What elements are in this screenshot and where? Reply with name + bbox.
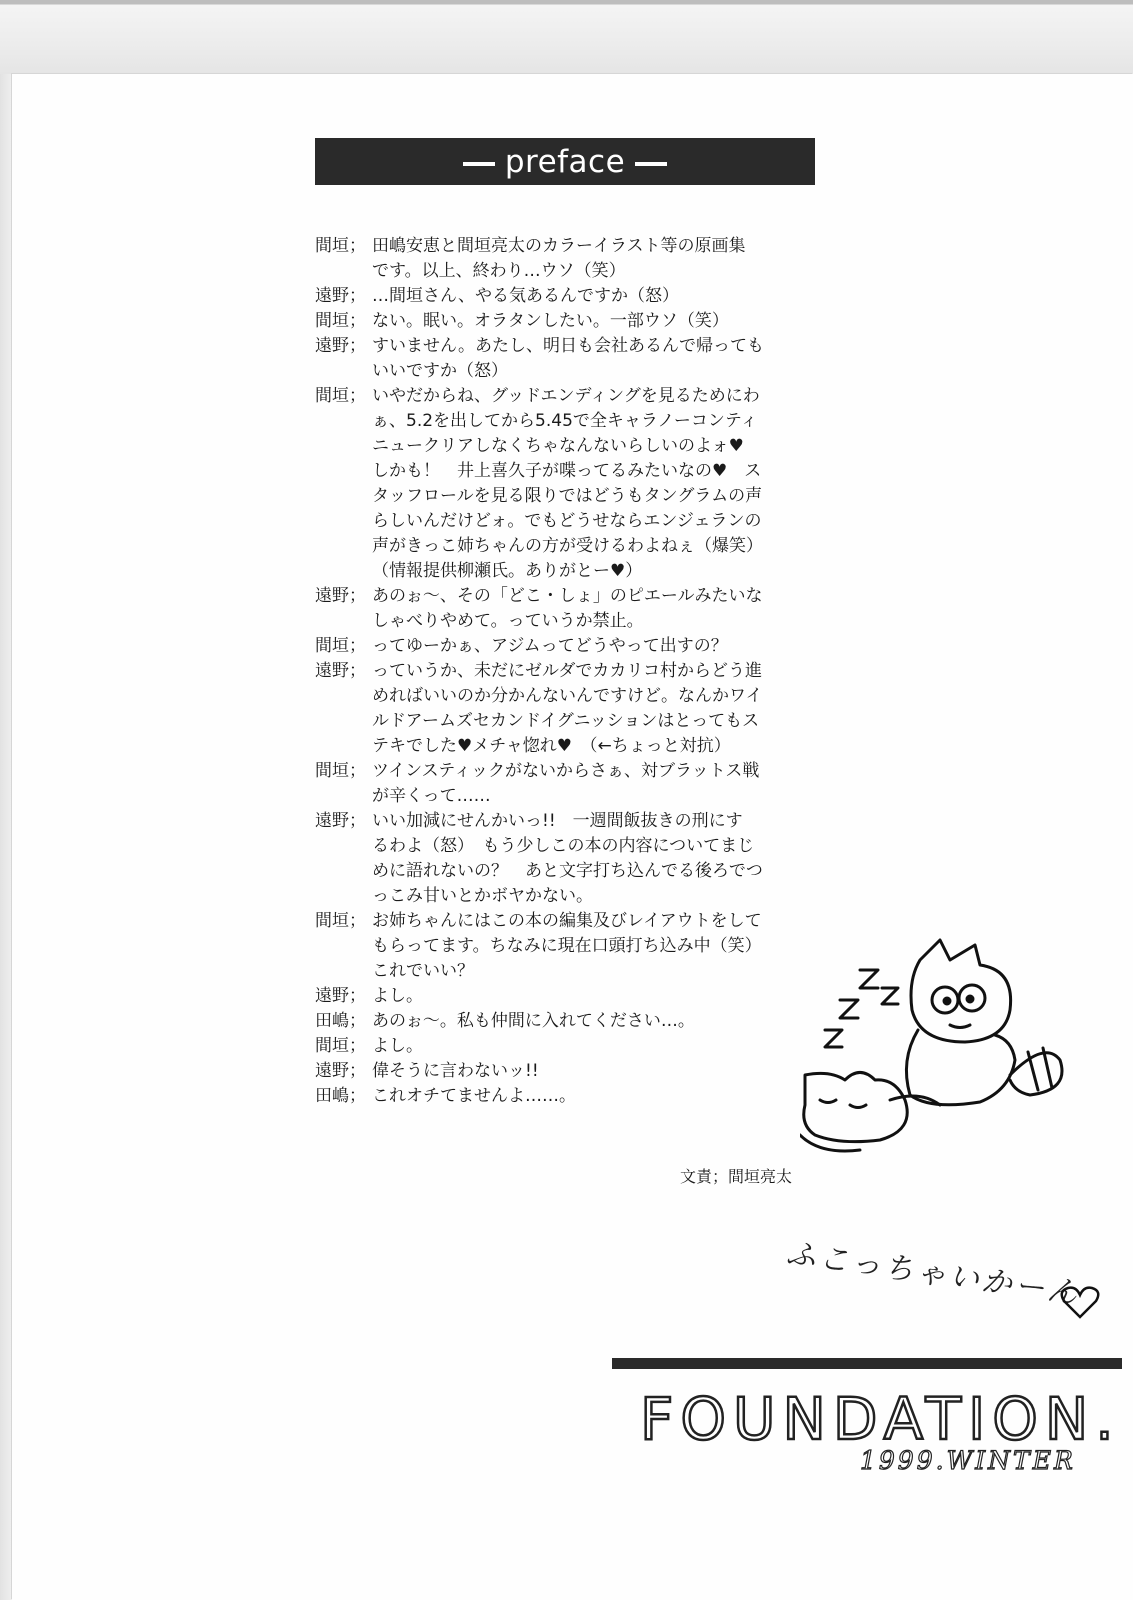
dialogue-text: あのぉ～、その「どこ・しょ」のピエールみたいな しゃべりやめて。っていうか禁止。 [372, 586, 763, 631]
dialogue-block [315, 234, 815, 1109]
dialogue-line [315, 634, 815, 659]
heart-icon [1060, 1285, 1100, 1319]
dialogue-text: いい加減にせんかいっ!! 一週間飯抜きの刑にす るわよ（怒） もう少しこの本の内容についてまじ めに語れないの？ あと文字打ち込んでる後ろでつ っこみ甘いとかボヤかない。 [372, 811, 763, 906]
dialogue-text: これオチてませんよ……。 [372, 1086, 576, 1106]
dialogue-text: …間垣さん、やる気あるんですか（怒） [372, 286, 680, 306]
speaker-name: 遠野； [315, 986, 366, 1006]
speaker-name: 遠野； [315, 1061, 366, 1081]
dash-right [635, 162, 667, 166]
dialogue-text: ってゆーかぁ、アジムってどうやって出すの？ [372, 636, 728, 656]
dialogue-text: よし。 [372, 986, 423, 1006]
speaker-name: 間垣； [315, 386, 366, 406]
foundation-logo: FOUNDATION. [640, 1385, 1121, 1453]
author-credit: 文責；間垣亮太 [680, 1167, 793, 1186]
edition-label: 1999.WINTER [860, 1446, 1076, 1475]
dialogue-text: すいません。あたし、明日も会社あるんで帰っても いいですか（怒） [372, 336, 765, 381]
dialogue-line [315, 984, 815, 1009]
speaker-name: 間垣； [315, 311, 366, 331]
speaker-name: 間垣； [315, 761, 366, 781]
speaker-name: 間垣； [315, 636, 366, 656]
dialogue-text: 田嶋安恵と間垣亮太のカラーイラスト等の原画集 です。以上、終わり…ウソ（笑） [372, 236, 746, 281]
dialogue-line [315, 1034, 815, 1059]
dialogue-text: いやだからね、グッドエンディングを見るためにわ ぁ、5.2を出してから5.45で全キャラノーコンティ ニュークリアしなくちゃなんないらしいのよォ♥ しかも！ 井上喜久子が喋ってるみたいなの♥ ス タッフロールを見る限りではどうもタングラムの声 らしいんだけどォ。でもどうせならエンジェランの 声がきっこ姉ちゃんの方が受けるわよねぇ（爆笑） （情報提供柳瀬氏。ありがとー♥） [372, 386, 763, 581]
dialogue-text: 偉そうに言わないッ!! [372, 1061, 539, 1081]
handwritten-note: ふこっちゃいかーん [784, 1235, 1083, 1312]
speaker-name: 遠野； [315, 286, 366, 306]
dialogue-line [315, 384, 815, 584]
mascot-illustration [800, 930, 1090, 1170]
dialogue-text: お姉ちゃんにはこの本の編集及びレイアウトをして もらってます。ちなみに現在口頭打ち込み中（笑） これでいい？ [372, 911, 762, 981]
speaker-name: 遠野； [315, 811, 366, 831]
preface-title-bar [315, 138, 815, 185]
scanner-top-edge [0, 0, 1133, 78]
scanner-left-edge [0, 74, 12, 1600]
speaker-name: 間垣； [315, 1036, 366, 1056]
dialogue-line [315, 284, 815, 309]
dialogue-line [315, 1084, 815, 1109]
preface-title: preface [504, 143, 626, 180]
dialogue-line [315, 309, 815, 334]
dialogue-text: ない。眠い。オラタンしたい。一部ウソ（笑） [372, 311, 729, 331]
dialogue-line [315, 1009, 815, 1034]
dialogue-line [315, 334, 815, 384]
speaker-name: 間垣； [315, 236, 366, 256]
dialogue-text: ツインスティックがないからさぁ、対ブラットス戦 が辛くって…… [372, 761, 760, 806]
dialogue-line [315, 809, 815, 909]
footer-rule [612, 1358, 1122, 1369]
dialogue-text: よし。 [372, 1036, 423, 1056]
dialogue-line [315, 584, 815, 634]
dialogue-line [315, 759, 815, 809]
speaker-name: 遠野； [315, 586, 366, 606]
speaker-name: 遠野； [315, 661, 366, 681]
dialogue-text: あのぉ～。私も仲間に入れてください…。 [372, 1011, 695, 1031]
speaker-name: 田嶋； [315, 1086, 366, 1106]
speaker-name: 間垣； [315, 911, 366, 931]
dialogue-line [315, 1059, 815, 1084]
dialogue-line [315, 909, 815, 984]
dialogue-line [315, 659, 815, 759]
dialogue-line [315, 234, 815, 284]
speaker-name: 田嶋； [315, 1011, 366, 1031]
speaker-name: 遠野； [315, 336, 366, 356]
dialogue-text: っていうか、未だにゼルダでカカリコ村からどう進 めればいいのか分かんないんですけど。なんかワイ ルドアームズセカンドイグニッションはとってもス テキでした♥メチャ惚れ♥ （←ちょっと対抗） [372, 661, 763, 756]
dash-left [463, 162, 495, 166]
